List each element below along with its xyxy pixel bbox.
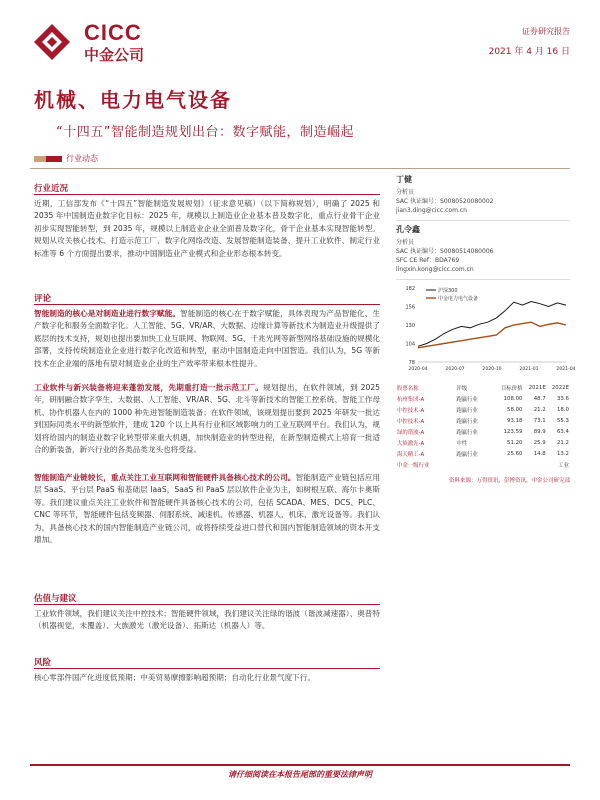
footer-divider bbox=[30, 764, 570, 766]
analyst-divider bbox=[396, 220, 570, 221]
col-header-rating: 评级 bbox=[456, 385, 468, 392]
cell-pe22: 工业 bbox=[558, 462, 569, 469]
analyst-sfc: SFC CE Ref：BDA769 bbox=[396, 257, 460, 264]
cell-pe21: 21.2 bbox=[533, 406, 546, 413]
col-header-price: 目标价格 bbox=[500, 385, 523, 392]
x-tick-label: 2020-04 bbox=[408, 367, 428, 372]
comment-paragraph-2 bbox=[34, 382, 380, 456]
cell-name: 中控技术-A bbox=[397, 418, 425, 425]
footer-disclaimer: 请仔细阅读在本报告尾部的重要法律声明 bbox=[228, 770, 372, 779]
cell-price: 51.20 bbox=[507, 439, 523, 446]
table-row bbox=[396, 393, 570, 404]
series-line-sector bbox=[418, 322, 566, 348]
performance-chart bbox=[396, 282, 576, 376]
comment-paragraph-1 bbox=[34, 308, 380, 370]
tag-bar-accent bbox=[34, 156, 46, 162]
table-row bbox=[396, 415, 570, 426]
col-header-name: 股票名称 bbox=[397, 385, 419, 392]
cell-name: 绿的谐波-A bbox=[397, 429, 425, 436]
cell-pe21: 73.1 bbox=[533, 417, 546, 424]
comment-paragraph-3 bbox=[34, 472, 380, 546]
analyst-card bbox=[396, 174, 570, 215]
cell-price: 93.18 bbox=[507, 417, 523, 424]
analyst-email[interactable]: lingxin.kong@cicc.com.cn bbox=[396, 266, 474, 273]
cell-rating bbox=[455, 459, 499, 470]
report-subtitle: “十四五”智能制造规划出台：数字赋能，制造崛起 bbox=[56, 125, 354, 140]
divider bbox=[30, 168, 570, 169]
comment-lead-3: 智能制造产业链较长，重点关注工业互联网和智能硬件具备核心技术的公司。 bbox=[34, 473, 296, 482]
cell-rating: 跑赢行业 bbox=[456, 418, 478, 425]
comment-body-1: 智能制造的核心在于数字赋能，具体表现为产品智能化、生产数字化和服务全面数字化。人工智能、5G、VR/AR、大数据、边缘计算等新技术为制造业升级提供了底层的技术支持，规划也提出要加快工业互联网、物联网、5G、千兆光网等新型网络基础设施的规模化部署，支持传统制造业企业进行数字化改造和转型，驱动中国制造走向中国智造。我们认为，5G 等新技术在企业端的落地有望对制造业企业的生产效率带来根本性提升。 bbox=[34, 309, 381, 368]
logo-text-cn: 中金公司 bbox=[84, 46, 145, 64]
cell-pe22: 63.4 bbox=[556, 428, 569, 435]
cell-name: 杭州集团-A bbox=[397, 396, 425, 403]
x-tick-label: 2021-01 bbox=[519, 367, 539, 372]
analyst-role: 分析员 bbox=[396, 189, 415, 196]
cell-price: 123.59 bbox=[503, 428, 523, 435]
section-heading-recommendation: 估值与建议 bbox=[34, 594, 77, 604]
cicc-logo-icon bbox=[32, 22, 72, 62]
legend-label-hs300: 沪深300 bbox=[438, 288, 458, 294]
y-tick-label: 104 bbox=[405, 341, 415, 348]
x-tick-label: 2020-10 bbox=[482, 367, 502, 372]
comment-lead-2: 工业软件与新兴装备将迎来蓬勃发展，先期重打造一批示范工厂。 bbox=[34, 383, 264, 392]
legend-label-sector: 中金电力电气设备 bbox=[438, 296, 479, 302]
cell-rating: 跑赢行业 bbox=[456, 396, 478, 403]
cell-pe22: 33.6 bbox=[556, 395, 569, 402]
cell-name: 中控技术-A bbox=[397, 407, 425, 414]
cell-price: 58.00 bbox=[507, 406, 523, 413]
overview-paragraph: 近期，工信部发布《“十四五”智能制造发展规划》（征求意见稿）（以下简称规划），明确了 2025 和 2035 年中国制造业数字化目标：2025 年，规模以上制造业企业基本普及数字化，重点行业骨干企业初步实现智能转型，到 2035 年，规模以上制造业企业全面普及数字化，骨干企业基本实现智能转型。规划从攻关核心技术、打造示范工厂、数字化网络改造、发展智能制造装备、提升工业软件、制定行业标准等 6 个方面提出要求，推动中国制造业产业模式和企业形态根本转变。 bbox=[34, 199, 380, 258]
section-heading-comment: 评论 bbox=[34, 294, 52, 304]
col-header-pe21: 2021E bbox=[528, 384, 546, 391]
report-date: 2021 年 4 月 16 日 bbox=[488, 47, 570, 57]
cell-pe21: 48.7 bbox=[533, 395, 546, 402]
cell-name: 海天精工-A bbox=[397, 451, 425, 458]
cell-pe21 bbox=[523, 459, 546, 470]
col-header-pe22: 2022E bbox=[551, 384, 569, 391]
ratings-table bbox=[396, 382, 570, 470]
ratings-table-wrap bbox=[396, 382, 570, 484]
cell-rating: 跑赢行业 bbox=[456, 429, 478, 436]
sector-title: 机械、电力电气设备 bbox=[34, 88, 232, 112]
x-tick-label: 2020-07 bbox=[445, 367, 465, 372]
recommendation-paragraph: 工业软件领域，我们建议关注中控技术；智能硬件领域，我们建议关注绿的谐波（谐波减速器）、奥普特（机器视觉，未覆盖）、大族激光（激光设备）、拓斯达（机器人）等。 bbox=[34, 609, 380, 631]
section-underline bbox=[34, 604, 380, 605]
section-underline bbox=[34, 194, 380, 195]
analyst-email[interactable]: jian3.ding@cicc.com.cn bbox=[396, 207, 467, 214]
analyst-name: 孔令鑫 bbox=[396, 225, 420, 234]
risk-paragraph: 核心零部件国产化进度低预期；中美贸易摩擦影响超预期；自动化行业景气度下行。 bbox=[34, 673, 315, 682]
report-tag: 行业动态 bbox=[66, 154, 98, 163]
analyst-role: 分析员 bbox=[396, 239, 415, 246]
series-line-hs300 bbox=[418, 302, 566, 347]
cell-name: 中金一级行业 bbox=[397, 462, 430, 469]
comment-body-3: 智能制造产业链包括应用层 SaaS、平台层 PaaS 和基础层 IaaS，SaaS 和 PaaS 层以软件企业为主，如树根互联、海尔卡奥斯等。我们建议重点关注工业软件和智能硬件具备核心技术的公司，包括 SCADA、MES、DCS、PLC、CNC 等环节，智能硬件包括变频器、伺服系统、减速机、传感器、机器人、机床、激光设备等。我们认为，具备核心技术的国内智能制造产业链公司，或将持续受益进口替代和国内智能制造领域的资本开支增加。 bbox=[34, 473, 381, 545]
analyst-sac: SAC 执证编号：S0080514080006 bbox=[396, 248, 494, 255]
analyst-sac: SAC 执证编号：S0080520080002 bbox=[396, 198, 494, 205]
cell-rating: 中性 bbox=[456, 440, 468, 447]
cell-rating: 跑赢行业 bbox=[456, 407, 478, 414]
section-heading-risk: 风险 bbox=[34, 658, 52, 668]
table-row bbox=[396, 459, 570, 470]
report-type: 证券研究报告 bbox=[522, 27, 570, 36]
y-tick-label: 182 bbox=[405, 285, 415, 292]
analyst-name: 丁健 bbox=[396, 175, 412, 184]
cell-pe22: 13.2 bbox=[556, 450, 569, 457]
comment-body-2: 规划提出，在软件领域，到 2025 年，研制融合数字孪生、大数据、人工智能、VR/AR、5G、北斗等新技术的智能工控系统、智能工作母机、协作机器人在内的 1000 种先进智能制造装备；在软件领域，该规划提出要到 2025 年研发一批达到国际同类水平的新型软件，建成 120 个以上具有行业和区域影响力的工业互联网平台。我们认为，规划将给国内的制造业数字化转型带来重大机遇，加快制造业的转型进程，在新型制造模式上培育一批适合的新装备，新兴行业的各类品类龙头也将受益。 bbox=[34, 383, 380, 455]
comment-lead-1: 智能制造的核心是对制造业进行数字赋能。 bbox=[34, 309, 181, 318]
x-tick-label: 2021-04 bbox=[556, 367, 576, 372]
logo-text-en: CICC bbox=[84, 20, 142, 45]
ratings-header bbox=[396, 382, 570, 393]
table-row bbox=[396, 426, 570, 437]
table-row bbox=[396, 448, 570, 459]
analyst-divider bbox=[396, 279, 570, 280]
cell-name: 大族激光-A bbox=[397, 440, 425, 447]
cell-price: 108.00 bbox=[503, 395, 523, 402]
cell-price: 25.60 bbox=[507, 450, 523, 457]
chart-source: 资料来源：万得资讯，彭博资讯，中金公司研究部 bbox=[448, 478, 570, 484]
y-tick-label: 78 bbox=[408, 359, 415, 366]
section-underline bbox=[34, 304, 380, 305]
cell-price bbox=[500, 459, 524, 470]
cell-pe22: 18.0 bbox=[556, 406, 569, 413]
cell-pe22: 21.2 bbox=[556, 439, 569, 446]
y-tick-label: 130 bbox=[405, 322, 415, 329]
table-row bbox=[396, 437, 570, 448]
y-tick-label: 156 bbox=[405, 304, 415, 311]
cell-pe21: 14.8 bbox=[533, 450, 546, 457]
section-underline bbox=[34, 668, 380, 669]
cell-pe21: 89.9 bbox=[533, 428, 546, 435]
table-row bbox=[396, 404, 570, 415]
section-heading-overview: 行业近况 bbox=[34, 184, 69, 194]
cell-rating: 跑赢行业 bbox=[456, 451, 478, 458]
analyst-card bbox=[396, 224, 570, 274]
cell-pe22: 55.3 bbox=[556, 417, 569, 424]
cell-pe21: 25.9 bbox=[533, 439, 546, 446]
